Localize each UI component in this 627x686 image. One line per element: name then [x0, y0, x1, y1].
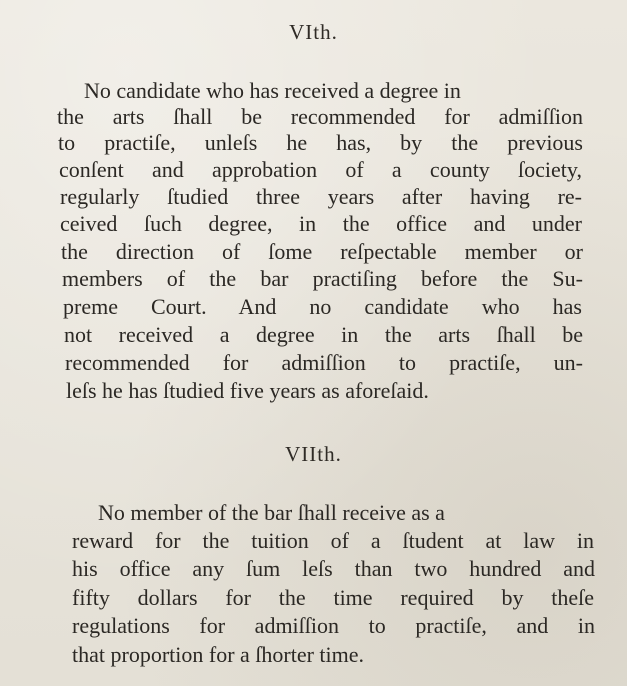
text-line: the direction of ſome reſpectable member or	[61, 239, 583, 264]
text-line: his office any ſum leſs than two hundred and	[72, 556, 595, 581]
text-line: that proportion for a ſhorter time.	[72, 642, 365, 667]
text-line: not received a degree in the arts ſhall be	[64, 322, 583, 347]
text-line: leſs he has ſtudied five years as aforeſaid.	[66, 378, 429, 403]
text-line: regularly ſtudied three years after having re-	[60, 184, 582, 209]
section-heading-vi: VIth.	[289, 20, 338, 44]
text-line: fifty dollars for the time required by theſe	[72, 585, 594, 610]
text-line: regulations for admiſſion to practiſe, and in	[72, 613, 595, 638]
text-line: to practiſe, unleſs he has, by the previous	[58, 130, 583, 155]
text-line: ceived ſuch degree, in the office and under	[60, 211, 582, 236]
section-heading-vii: VIIth.	[285, 442, 342, 466]
text-line: members of the bar practiſing before the Su-	[62, 266, 583, 291]
text-line: preme Court. And no candidate who has	[63, 294, 582, 319]
text-line: reward for the tuition of a ſtudent at law in	[72, 528, 594, 553]
text-line: No member of the bar ſhall receive as a	[98, 500, 445, 525]
text-line: No candidate who has received a degree in	[84, 78, 461, 103]
text-line: conſent and approbation of a county ſociety,	[59, 157, 582, 182]
text-line: the arts ſhall be recommended for admiſſion	[57, 104, 583, 129]
text-line: recommended for admiſſion to practiſe, un-	[65, 350, 583, 375]
